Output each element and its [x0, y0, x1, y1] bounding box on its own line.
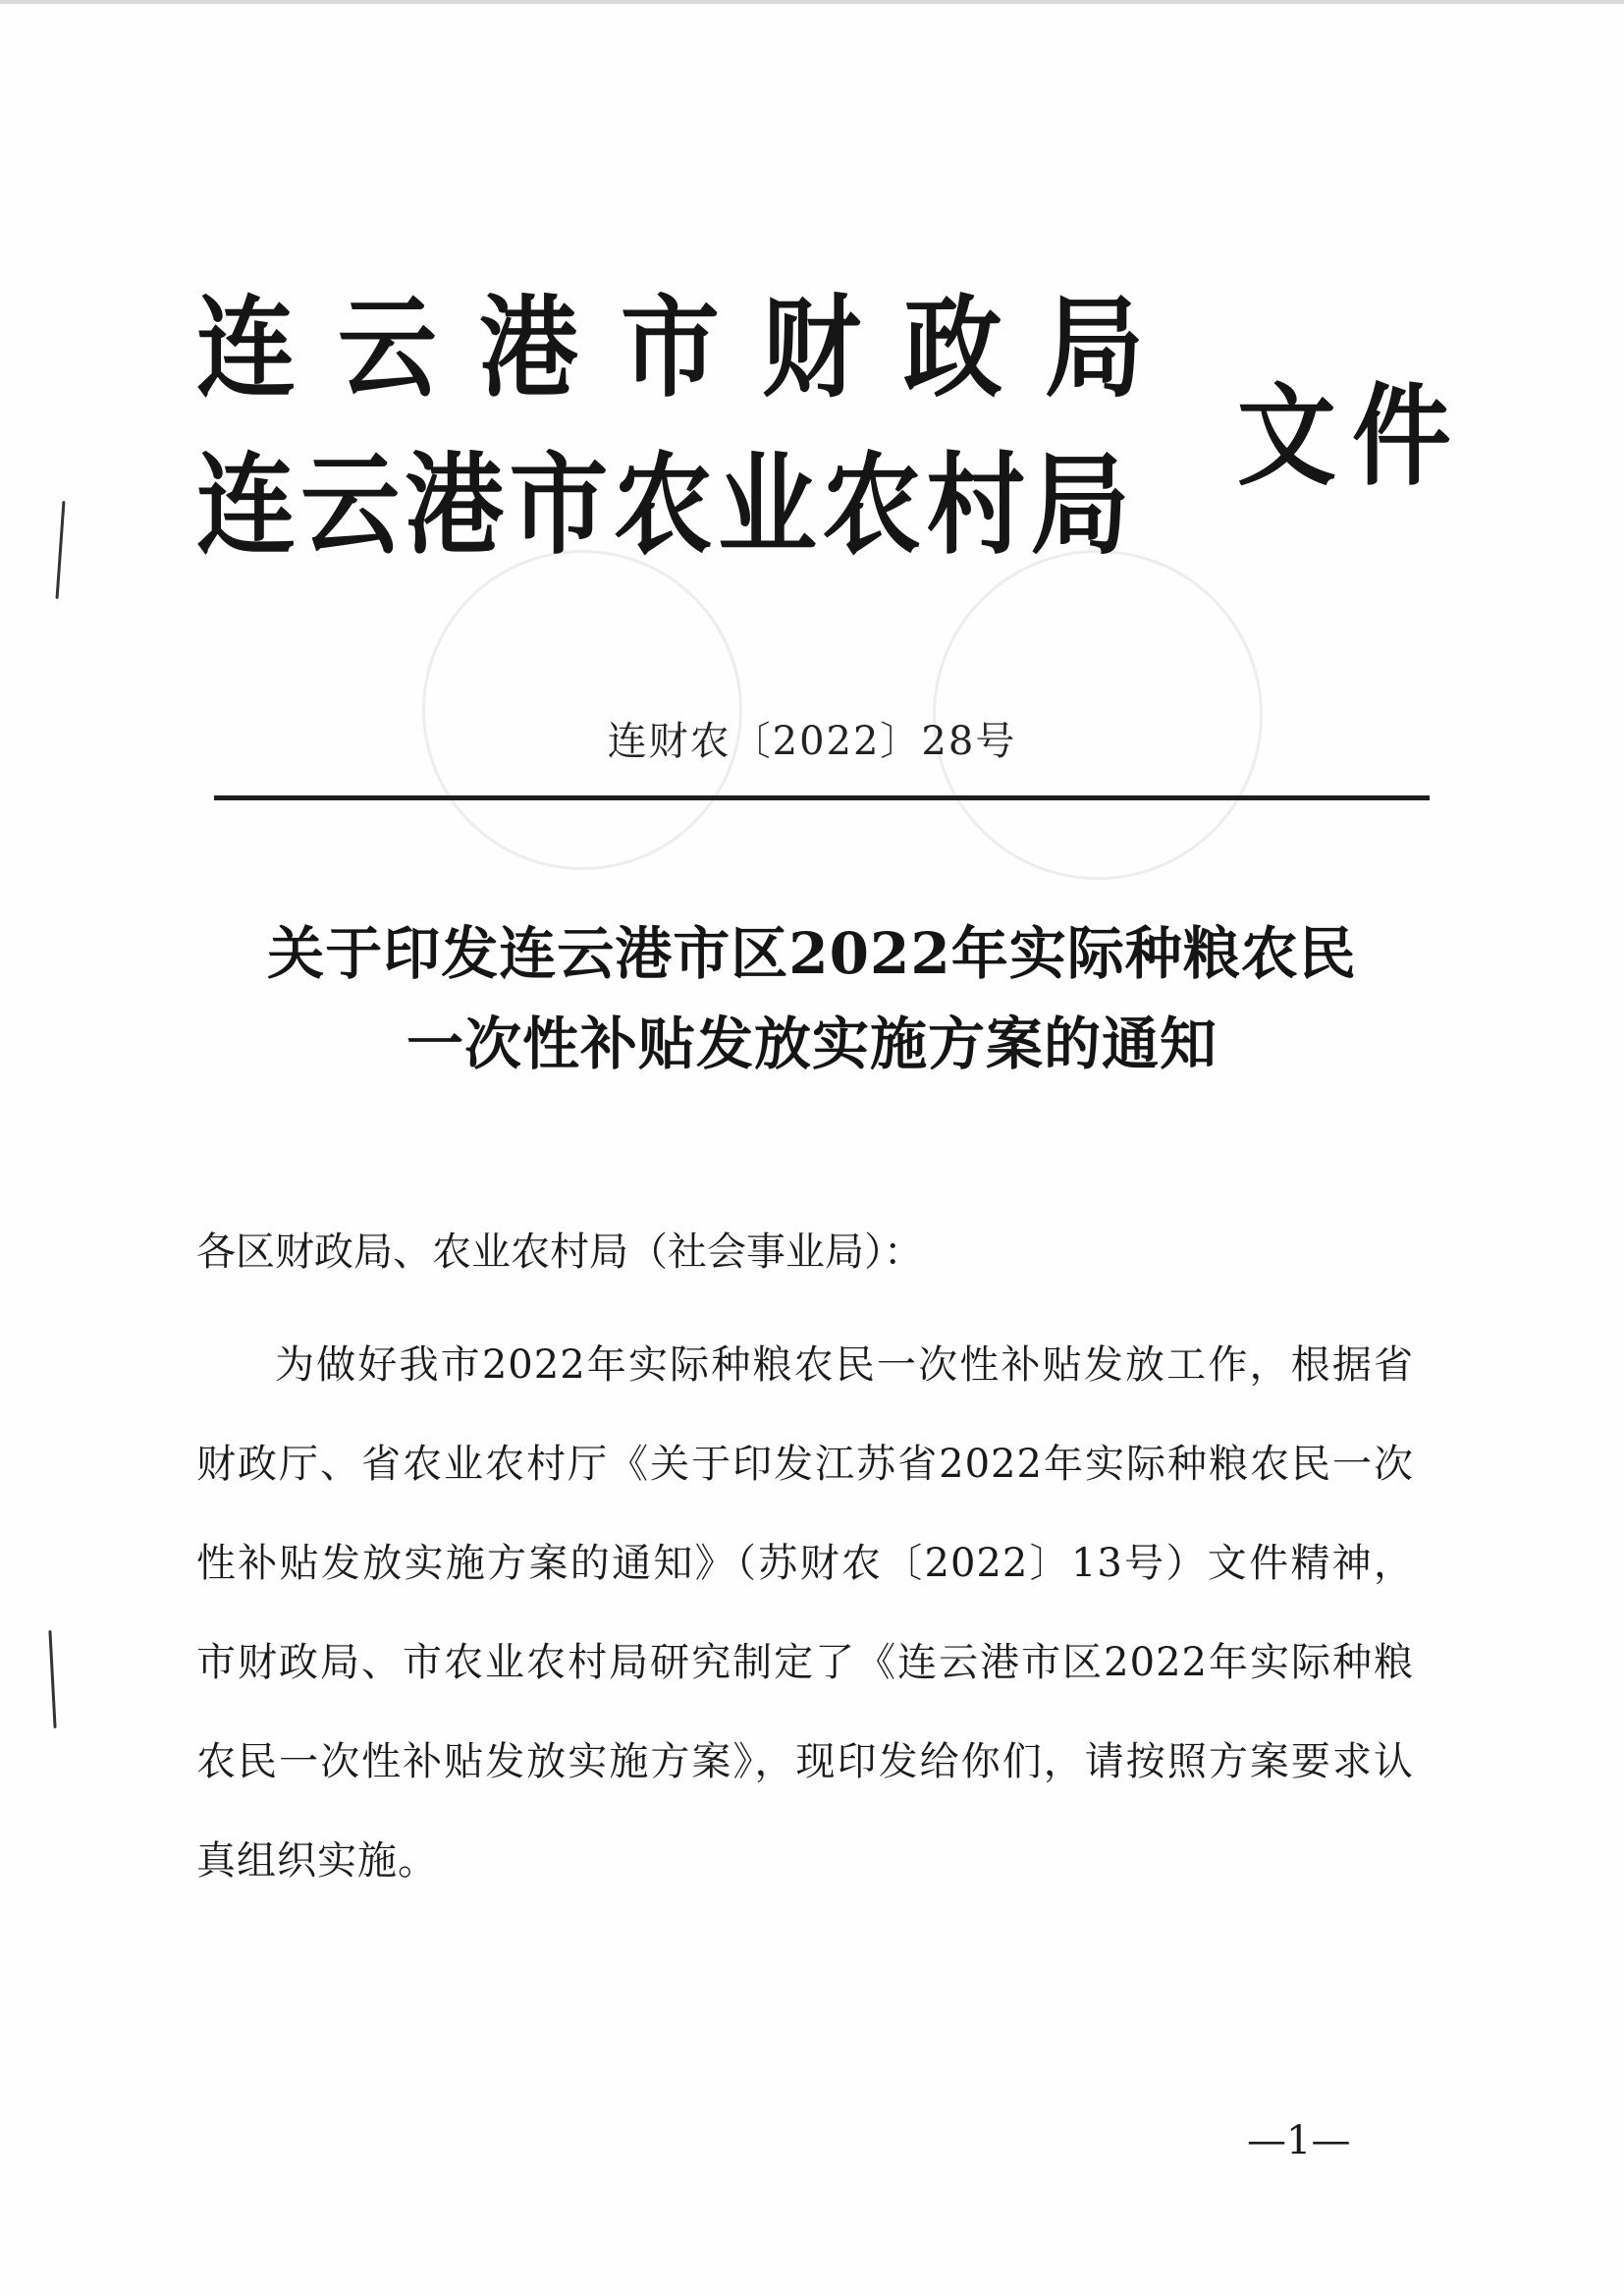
- addressee: 各区财政局、农业农村局（社会事业局）：: [196, 1230, 923, 1275]
- document-number: 连财农〔2022〕28号: [607, 719, 1017, 764]
- official-seal-left: [422, 550, 742, 870]
- binding-mark-top: [56, 501, 66, 599]
- scan-edge: [0, 0, 1624, 4]
- document-header: [196, 285, 1502, 589]
- title-line-2: 一次性补贴发放实施方案的通知: [406, 1011, 1218, 1077]
- header-divider: [214, 795, 1430, 800]
- body-paragraph: 为做好我市2022年实际种粮农民一次性补贴发放工作，根据省财政厅、省农业农村厅《关于印发江苏省2022年实际种粮农民一次性补贴发放实施方案的通知》（苏财农〔2022〕13号）文件精神，市财政局、市农业农村局研究制定了《连云港市区2022年实际种粮农民一次性补贴发放实施方案》，现印发给你们，请按照方案要求认真组织实施。: [196, 1342, 1414, 1884]
- page-number: —1—: [1247, 2118, 1351, 2163]
- document-title: [0, 908, 1624, 1089]
- title-line-1: 关于印发连云港市区2022年实际种粮农民: [267, 920, 1357, 987]
- issuer-finance-bureau: 连云港市财政局: [196, 285, 1186, 412]
- document-type-label: 文件: [1237, 373, 1467, 501]
- binding-mark-bottom: [48, 1630, 56, 1728]
- issuer-agriculture-bureau: 连云港市农业农村局: [196, 442, 1135, 570]
